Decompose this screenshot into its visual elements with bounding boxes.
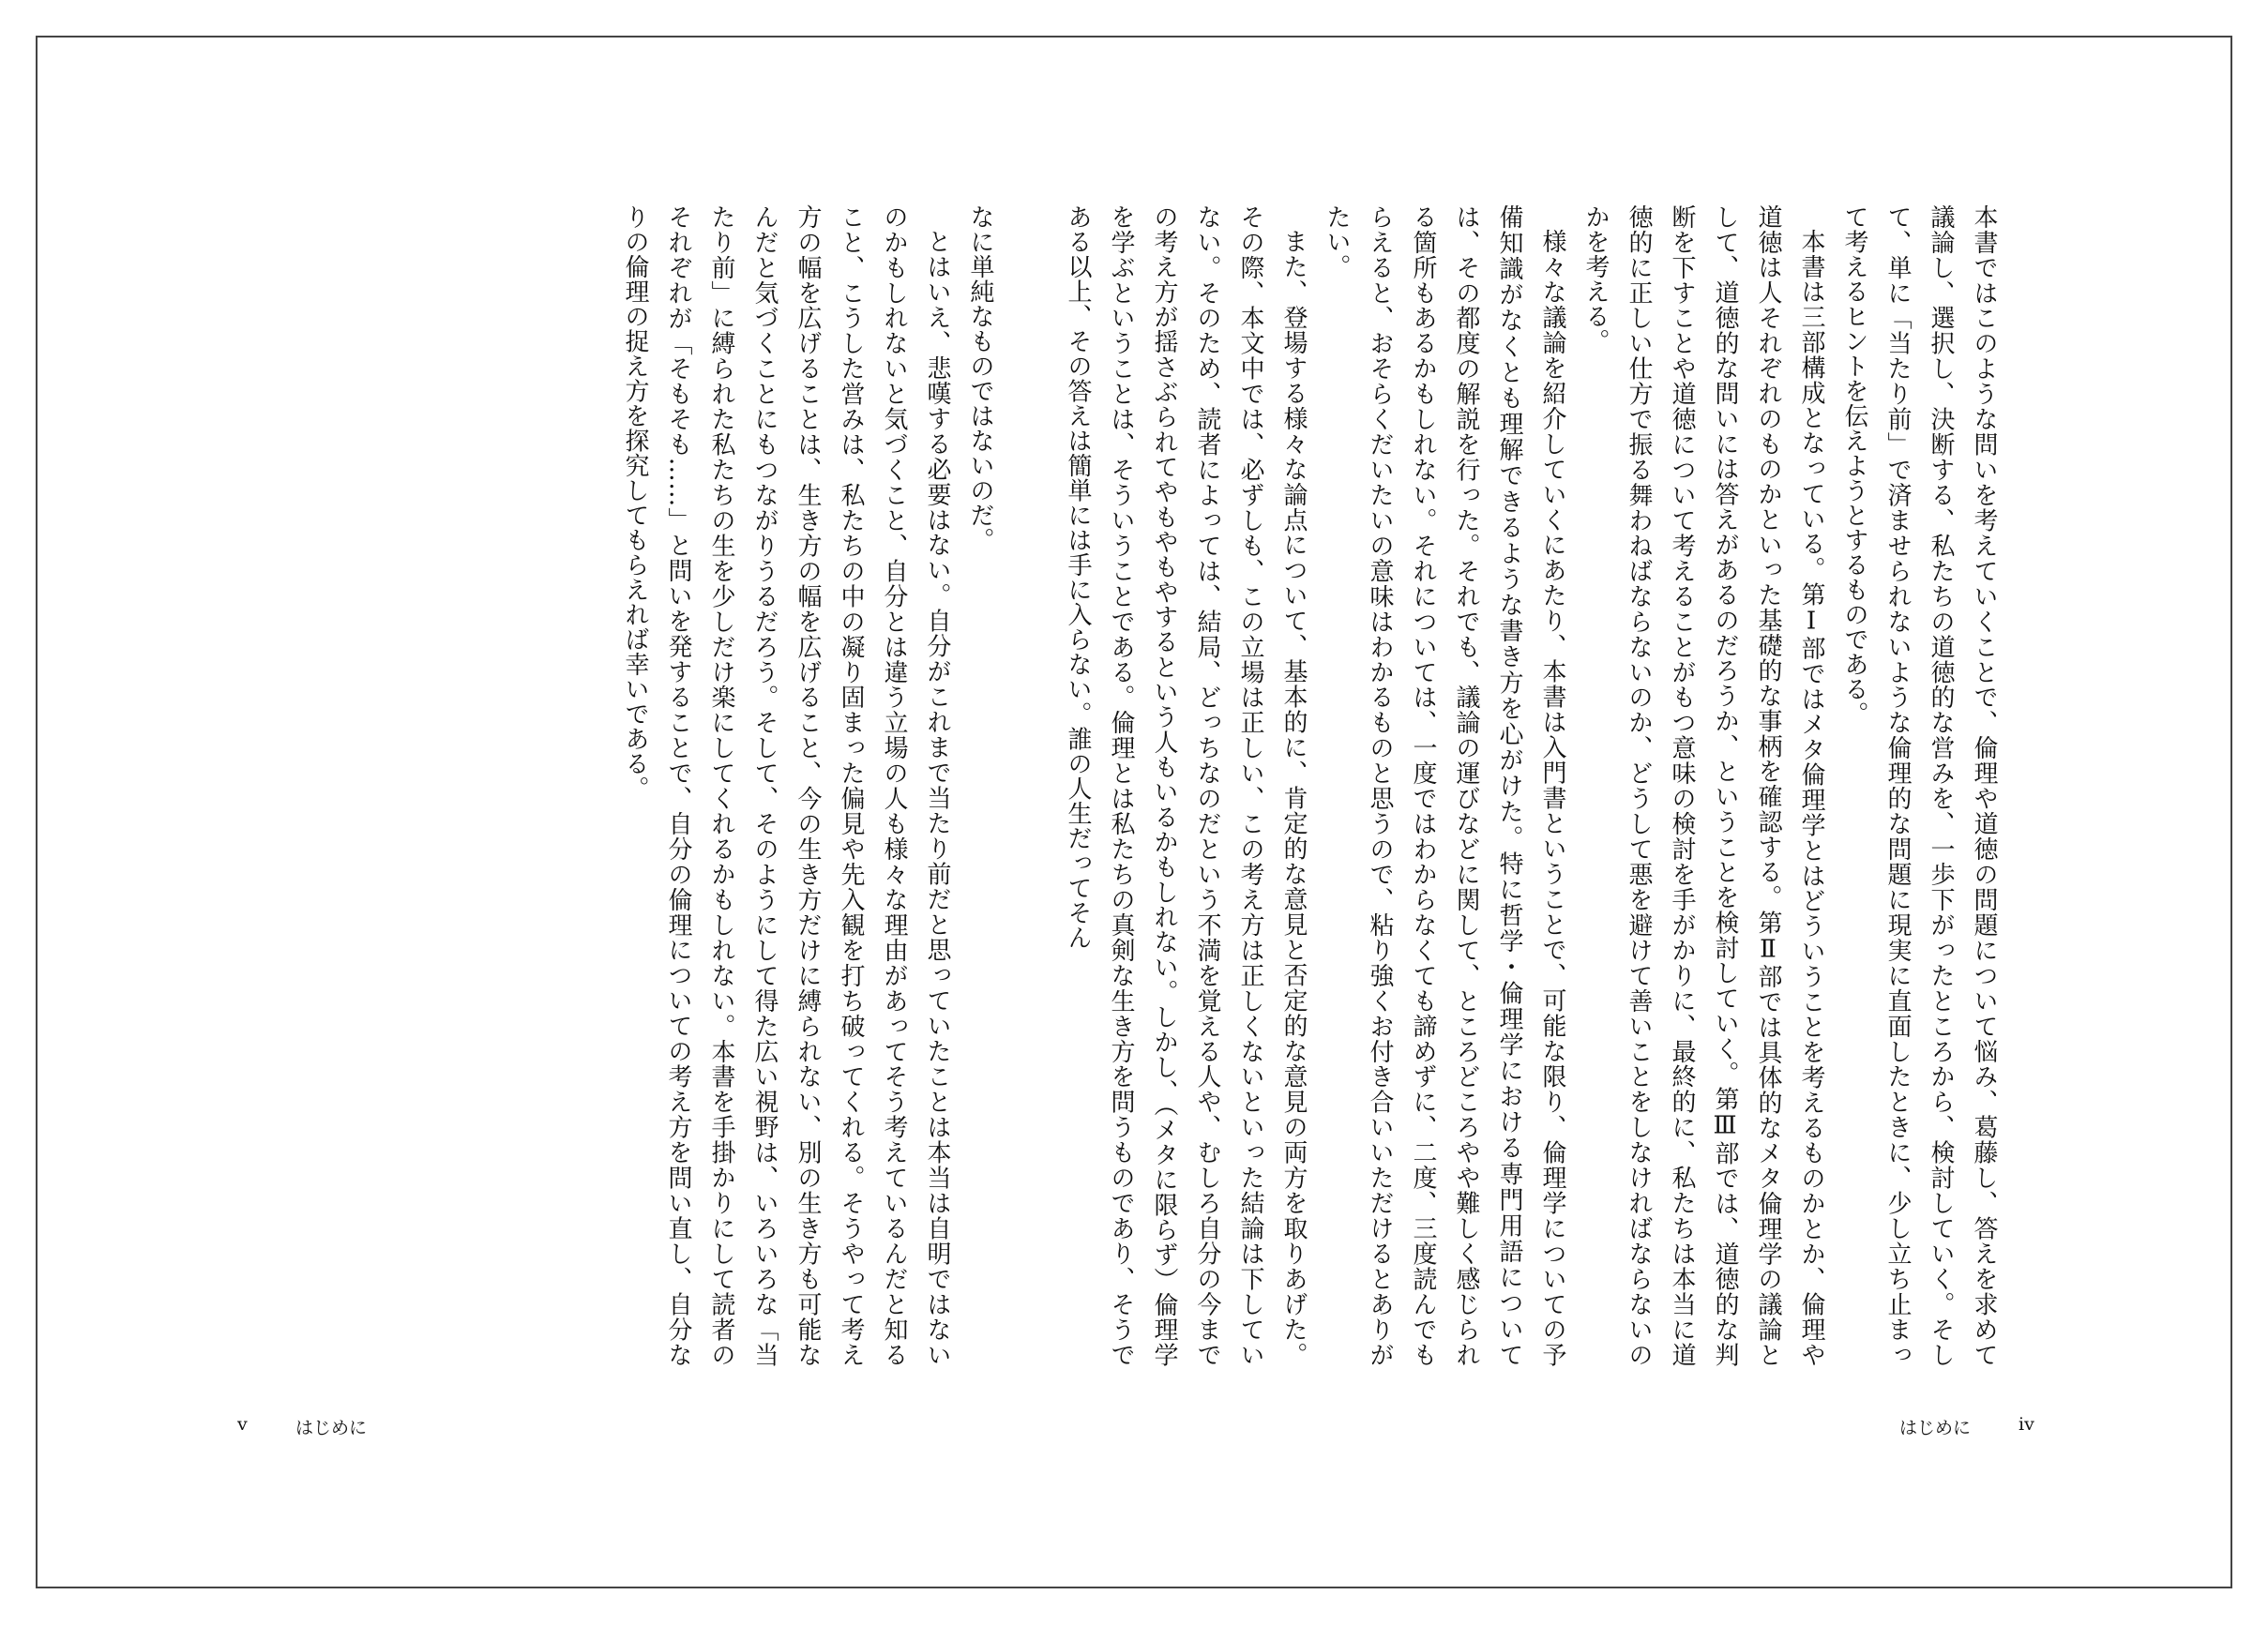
right-paragraph-3: 様々な議論を紹介していくにあたり、本書は入門書ということで、可能な限り、倫理学についての予備知識がなくとも理解できるような書き方を心がけた。特に哲学・倫理学における専門用語については、その都度の解説を行った。それでも、議論の運びなどに関して、ところどころやや難しく感じられる箇所もあるかもしれない。それについては、一度ではわからなくても諦めずに、二度、三度読んでもらえると、おそらくだいたいの意味はわかるものと思うので、粘り強くお付き合いいただけるとありがたい。: [1323, 204, 1566, 1368]
right-running-footer: はじめに: [1899, 1418, 1972, 1438]
left-paragraph-1: なに単純なものではないのだ。: [966, 204, 994, 552]
right-paragraph-2: 本書は三部構成となっている。第Ⅰ部ではメタ倫理学とはどういうことを考えるものかとか、倫理や道徳は人それぞれのものかといった基礎的な事柄を確認する。第Ⅱ部では具体的なメタ倫理学の議論として、道徳的な問いには答えがあるのだろうか、ということを検討していく。第Ⅲ部では、道徳的な判断を下すことや道徳について考えることがもつ意味の検討を手がかりに、最終的に、私たちは本当に道徳的に正しい仕方で振る舞わねばならないのか、どうして悪を避けて善いことをしなければならないのかを考える。: [1581, 204, 1825, 1368]
left-page-body: [621, 204, 1002, 1368]
right-paragraph-4: また、登場する様々な論点について、基本的に、肯定的な意見と否定的な意見の両方を取りあげた。その際、本文中では、必ずしも、この立場は正しい、この考え方は正しくないといった結論は下していない。そのため、読者によっては、結局、どっちなのだという不満を覚える人や、むしろ自分の今までの考え方が揺さぶられてやもやもやするという人もいるかもしれない。しかし、（メタに限らず）倫理学を学ぶということは、そういうことである。倫理とは私たちの真剣な生き方を問うものであり、そうである以上、その答えは簡単には手に入らない。誰の人生だってそん: [1064, 204, 1308, 1368]
right-page-number: iv: [2019, 1414, 2034, 1435]
left-running-footer: はじめに: [295, 1418, 368, 1438]
right-page-body: [908, 204, 2005, 1367]
left-page-number: v: [237, 1414, 248, 1435]
right-paragraph-1: 本書ではこのような問いを考えていくことで、倫理や道徳の問題について悩み、葛藤し、答えを求めて議論し、選択し、決断する、私たちの道徳的な営みを、一歩下がったところから、検討していく。そして、単に「当たり前」で済ませられないような倫理的な問題に現実に直面したときに、少し立ち止まって考えるヒントを伝えようとするものである。: [1840, 204, 1998, 1368]
left-paragraph-2: とはいえ、悲嘆する必要はない。自分がこれまで当たり前だと思っていたことは本当は自明ではないのかもしれないと気づくこと、自分とは違う立場の人も様々な理由があってそう考えているんだと知ること、こうした営みは、私たちの中の凝り固まった偏見や先入観を打ち破ってくれる。そうやって考え方の幅を広げることは、生き方の幅を広げること、今の生き方だけに縛られない、別の生き方も可能なんだと気づくことにもつながりうるだろう。そして、そのようにして得た広い視野は、いろいろな「当たり前」に縛られた私たちの生を少しだけ楽にしてくれるかもしれない。本書を手掛かりにして読者のそれぞれが「そもそも……」と問いを発することで、自分の倫理についての考え方を問い直し、自分なりの倫理の捉え方を探究してもらえれば幸いである。: [621, 204, 951, 1368]
